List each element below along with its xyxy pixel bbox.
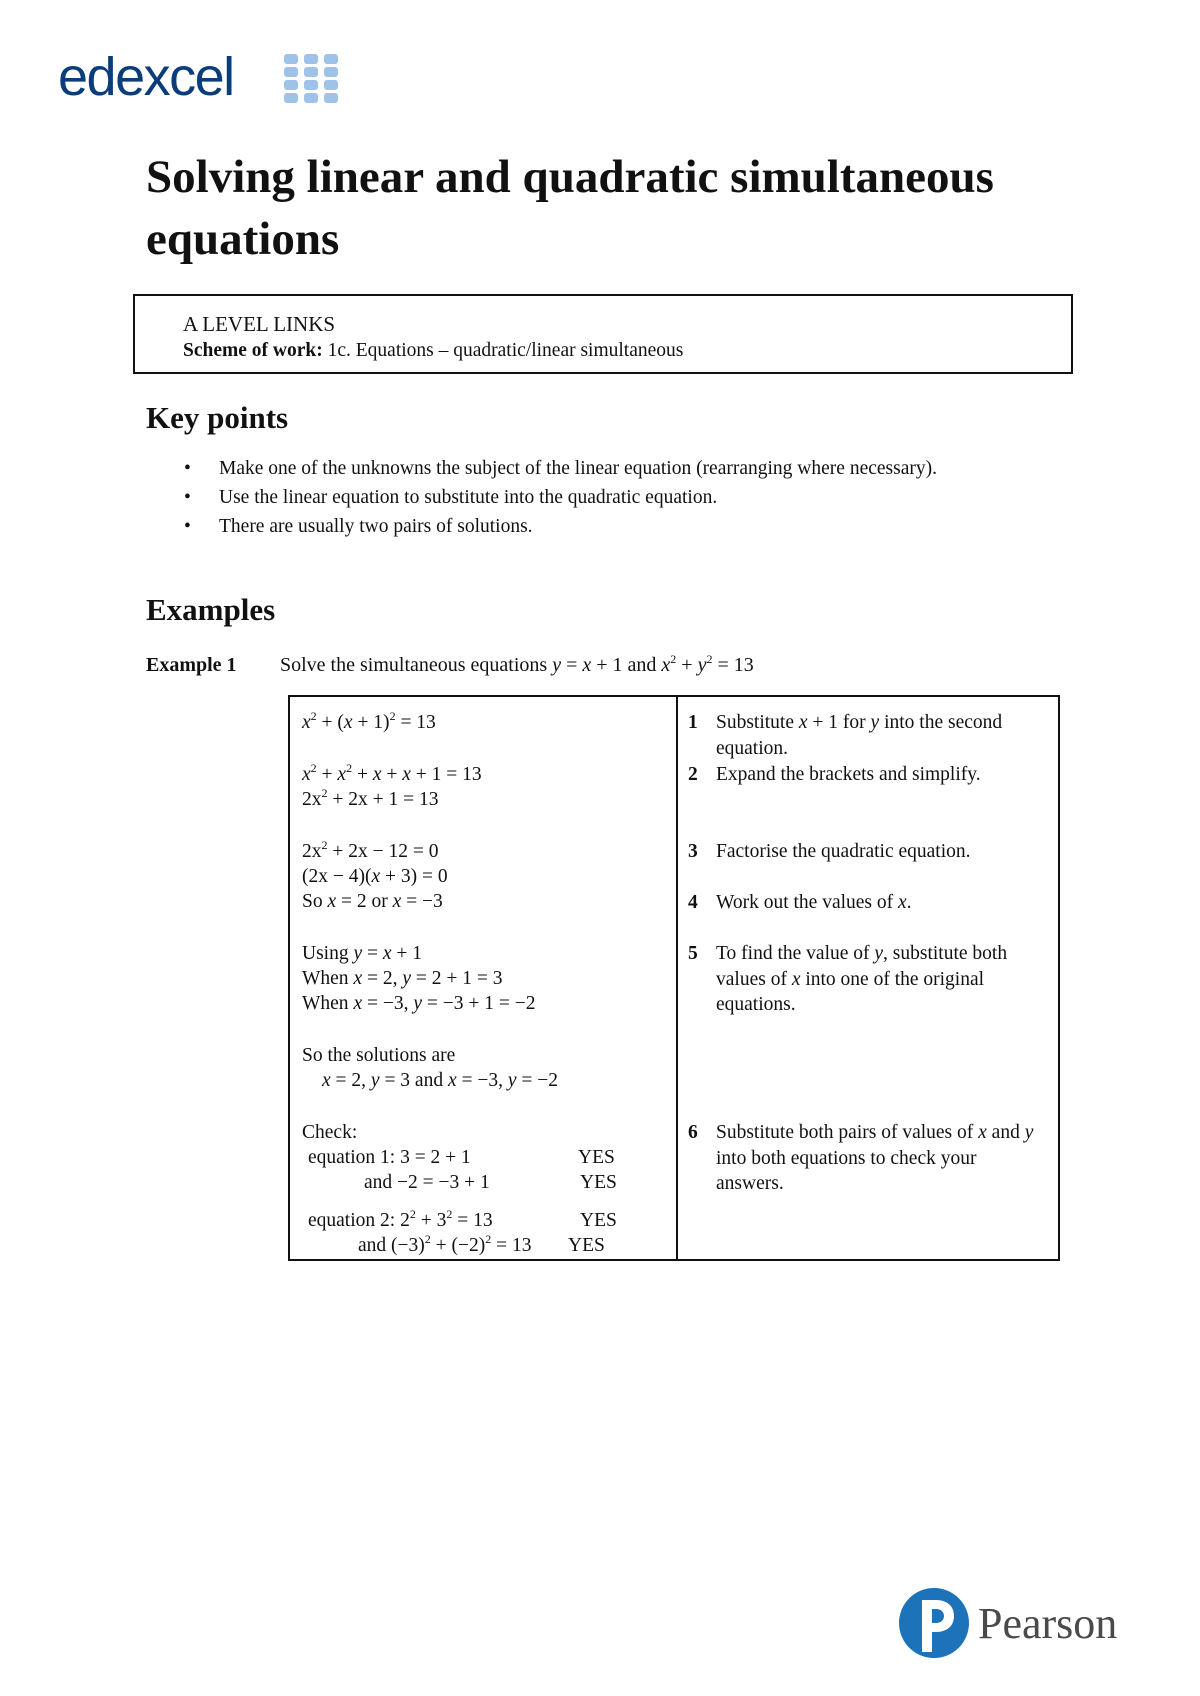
key-point-item [180, 512, 937, 541]
working-line: $x^2 + x^2 + x + x + 1 = 13$ [302, 761, 482, 785]
scheme-of-work-label: Scheme of work: [183, 340, 323, 361]
edexcel-logo [58, 44, 358, 110]
scheme-of-work-line [183, 340, 683, 362]
step-number: 1 [688, 712, 698, 733]
step-text: Substitute x + 1 for y into the second equation. [716, 712, 1003, 759]
key-point-item [180, 454, 937, 483]
working-line: Using y = x + 1 [302, 943, 423, 964]
check-line: equation 1: 3 = 2 + 1 [308, 1147, 471, 1168]
edexcel-logo-text: edexcel [58, 47, 234, 107]
working-line: So x = 2 or x = −3 [302, 891, 443, 912]
key-point-text: Make one of the unknowns the subject of the linear equation (rearranging where necessary). [219, 458, 937, 479]
check-heading: Check: [302, 1122, 358, 1143]
scheme-of-work-value: 1c. Equations – quadratic/linear simultaneous [322, 340, 684, 361]
pearson-logo [898, 1586, 1138, 1660]
solution-line: x = 2, y = 3 and x = −3, y = −2 [322, 1070, 559, 1091]
bullet: • [184, 458, 191, 479]
step-text: To find the value of y, substitute both values of x into one of the original equations. [716, 943, 1008, 1015]
key-points-heading: Key points [146, 400, 289, 435]
check-result: YES [580, 1172, 617, 1193]
pearson-logo-text: Pearson [978, 1599, 1118, 1648]
key-point-text: Use the linear equation to substitute into the quadratic equation. [219, 487, 718, 508]
example-1-statement: Solve the simultaneous equations y = x + 1 and $x^2 + y^2 = 13$ [280, 652, 754, 676]
check-line: and $(-3)^2 + (-2)^2 = 13$ [358, 1232, 532, 1256]
check-result: YES [578, 1147, 615, 1168]
edexcel-grid-icon [284, 54, 340, 104]
step-number: 5 [688, 943, 698, 964]
step-number: 2 [688, 764, 698, 785]
step-text: Substitute both pairs of values of x and y into both equations to check your answers. [716, 1122, 1034, 1194]
check-line: and −2 = −3 + 1 [364, 1172, 490, 1193]
key-point-item [180, 483, 937, 512]
working-line: When x = −3, y = −3 + 1 = −2 [302, 993, 536, 1014]
example-1-label: Example 1 [146, 654, 237, 676]
working-line: (2x − 4)(x + 3) = 0 [302, 866, 448, 887]
page-title: Solving linear and quadratic simultaneous equations [146, 151, 994, 265]
bullet: • [184, 516, 191, 537]
working-line: So the solutions are [302, 1045, 456, 1066]
working-line: $2x^2 + 2x + 1 = 13$ [302, 786, 439, 810]
working-line: $2x^2 + 2x - 12 = 0$ [302, 838, 439, 862]
table-column-divider [676, 697, 678, 1259]
examples-heading: Examples [146, 592, 276, 627]
bullet: • [184, 487, 191, 508]
key-points-list [180, 454, 937, 541]
step-text: Work out the values of x. [716, 892, 912, 913]
step-text: Factorise the quadratic equation. [716, 841, 971, 862]
check-result: YES [568, 1235, 605, 1256]
a-level-links-box [133, 294, 1073, 374]
working-line: $x^2 + (x + 1)^2 = 13$ [302, 709, 436, 733]
step-text: Expand the brackets and simplify. [716, 764, 981, 785]
check-result: YES [580, 1210, 617, 1231]
step-number: 4 [688, 892, 698, 913]
key-point-text: There are usually two pairs of solutions. [219, 516, 533, 537]
a-level-links-heading: A LEVEL LINKS [183, 312, 336, 336]
working-line: When x = 2, y = 2 + 1 = 3 [302, 968, 503, 989]
check-line: equation 2: $2^2 + 3^2 = 13$ [308, 1207, 493, 1231]
example-1-table [288, 695, 1060, 1261]
step-number: 3 [688, 841, 698, 862]
step-number: 6 [688, 1122, 698, 1143]
